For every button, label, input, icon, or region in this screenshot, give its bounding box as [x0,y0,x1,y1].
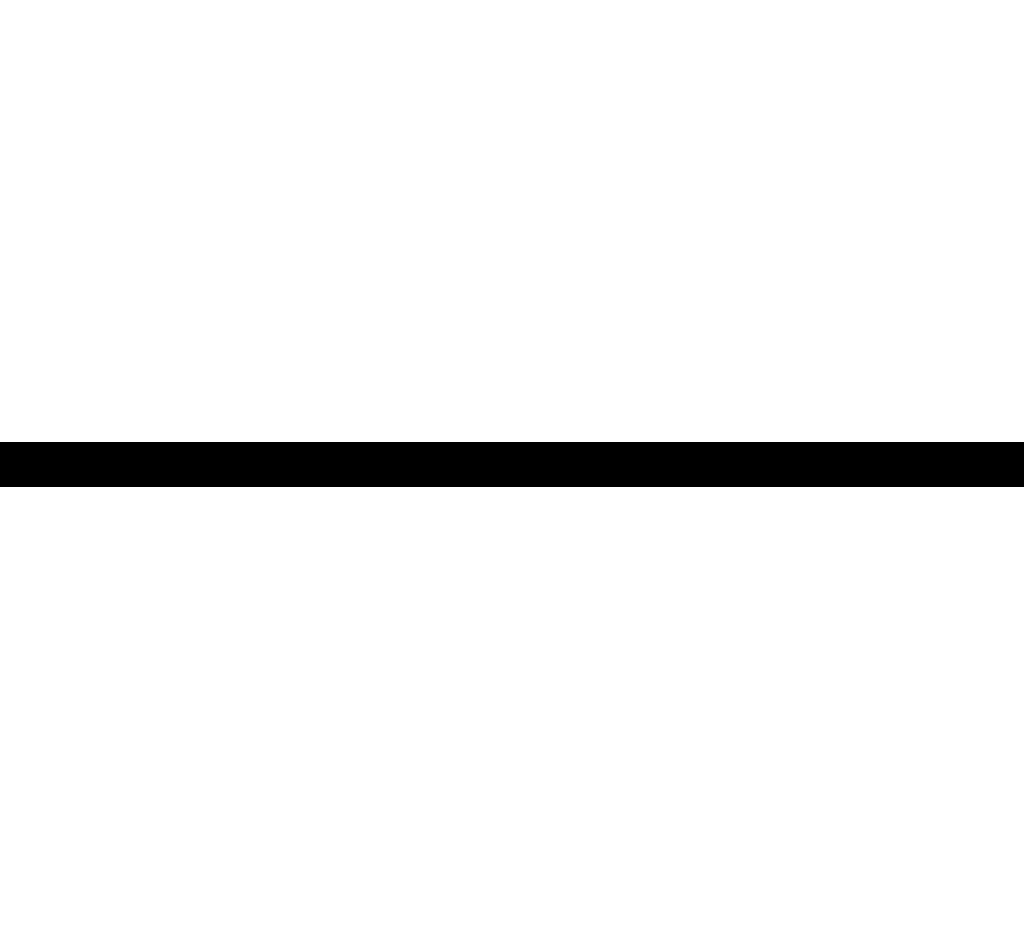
document-page-1 [0,0,1024,442]
page-separator-bar [0,442,1024,487]
